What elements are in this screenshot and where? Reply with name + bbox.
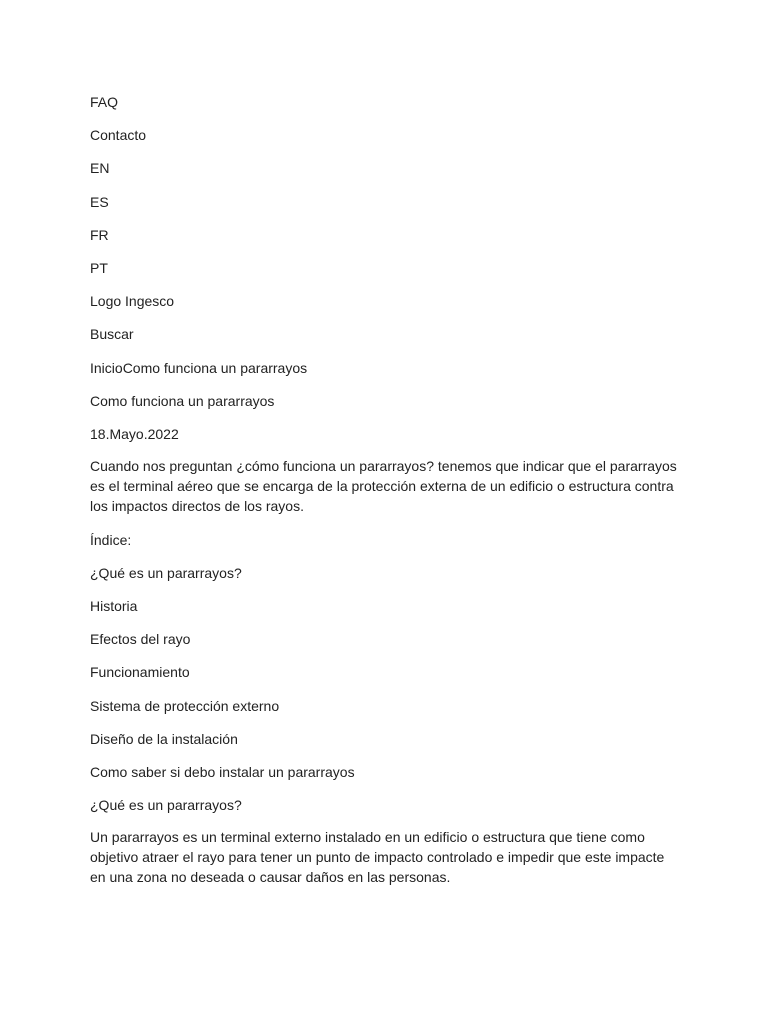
breadcrumb xyxy=(90,358,680,378)
index-item-como-saber[interactable]: Como saber si debo instalar un pararrayos xyxy=(90,763,355,780)
language-fr-link[interactable]: FR xyxy=(90,226,109,243)
breadcrumb-home-link[interactable]: Inicio xyxy=(90,359,123,376)
document-page xyxy=(90,92,680,901)
index-item-historia[interactable]: Historia xyxy=(90,598,138,615)
index-item-diseno[interactable]: Diseño de la instalación xyxy=(90,730,238,747)
logo-alt-text[interactable]: Logo Ingesco xyxy=(90,293,175,310)
language-en-link[interactable]: EN xyxy=(90,160,110,177)
intro-paragraph: Cuando nos preguntan ¿cómo funciona un pararrayos? tenemos que indicar que el pararrayos es el terminal aéreo que se encarga de la protección externa de un edificio o estructura contra los impactos directos de los rayos. xyxy=(90,458,677,514)
index-label: Índice: xyxy=(90,531,132,548)
breadcrumb-current: Como funciona un pararrayos xyxy=(122,359,308,376)
language-pt-link[interactable]: PT xyxy=(90,259,108,276)
page-title: Como funciona un pararrayos xyxy=(90,392,275,409)
index-item-efectos[interactable]: Efectos del rayo xyxy=(90,631,191,648)
contact-link[interactable]: Contacto xyxy=(90,127,147,144)
section-heading: ¿Qué es un pararrayos? xyxy=(90,797,242,814)
faq-link[interactable]: FAQ xyxy=(90,94,119,110)
index-item-sistema[interactable]: Sistema de protección externo xyxy=(90,697,280,714)
language-es-link[interactable]: ES xyxy=(90,193,109,210)
index-item-que-es[interactable]: ¿Qué es un pararrayos? xyxy=(90,564,242,581)
index-item-funcionamiento[interactable]: Funcionamiento xyxy=(90,664,190,681)
search-link[interactable]: Buscar xyxy=(90,326,134,343)
section-paragraph: Un pararrayos es un terminal externo instalado en un edificio o estructura que tiene como objetivo atraer el rayo para tener un punto de impacto controlado e impedir que este impacte en una zona no deseada o causar daños en las personas. xyxy=(90,829,665,885)
publish-date: 18.Mayo.2022 xyxy=(90,425,179,442)
